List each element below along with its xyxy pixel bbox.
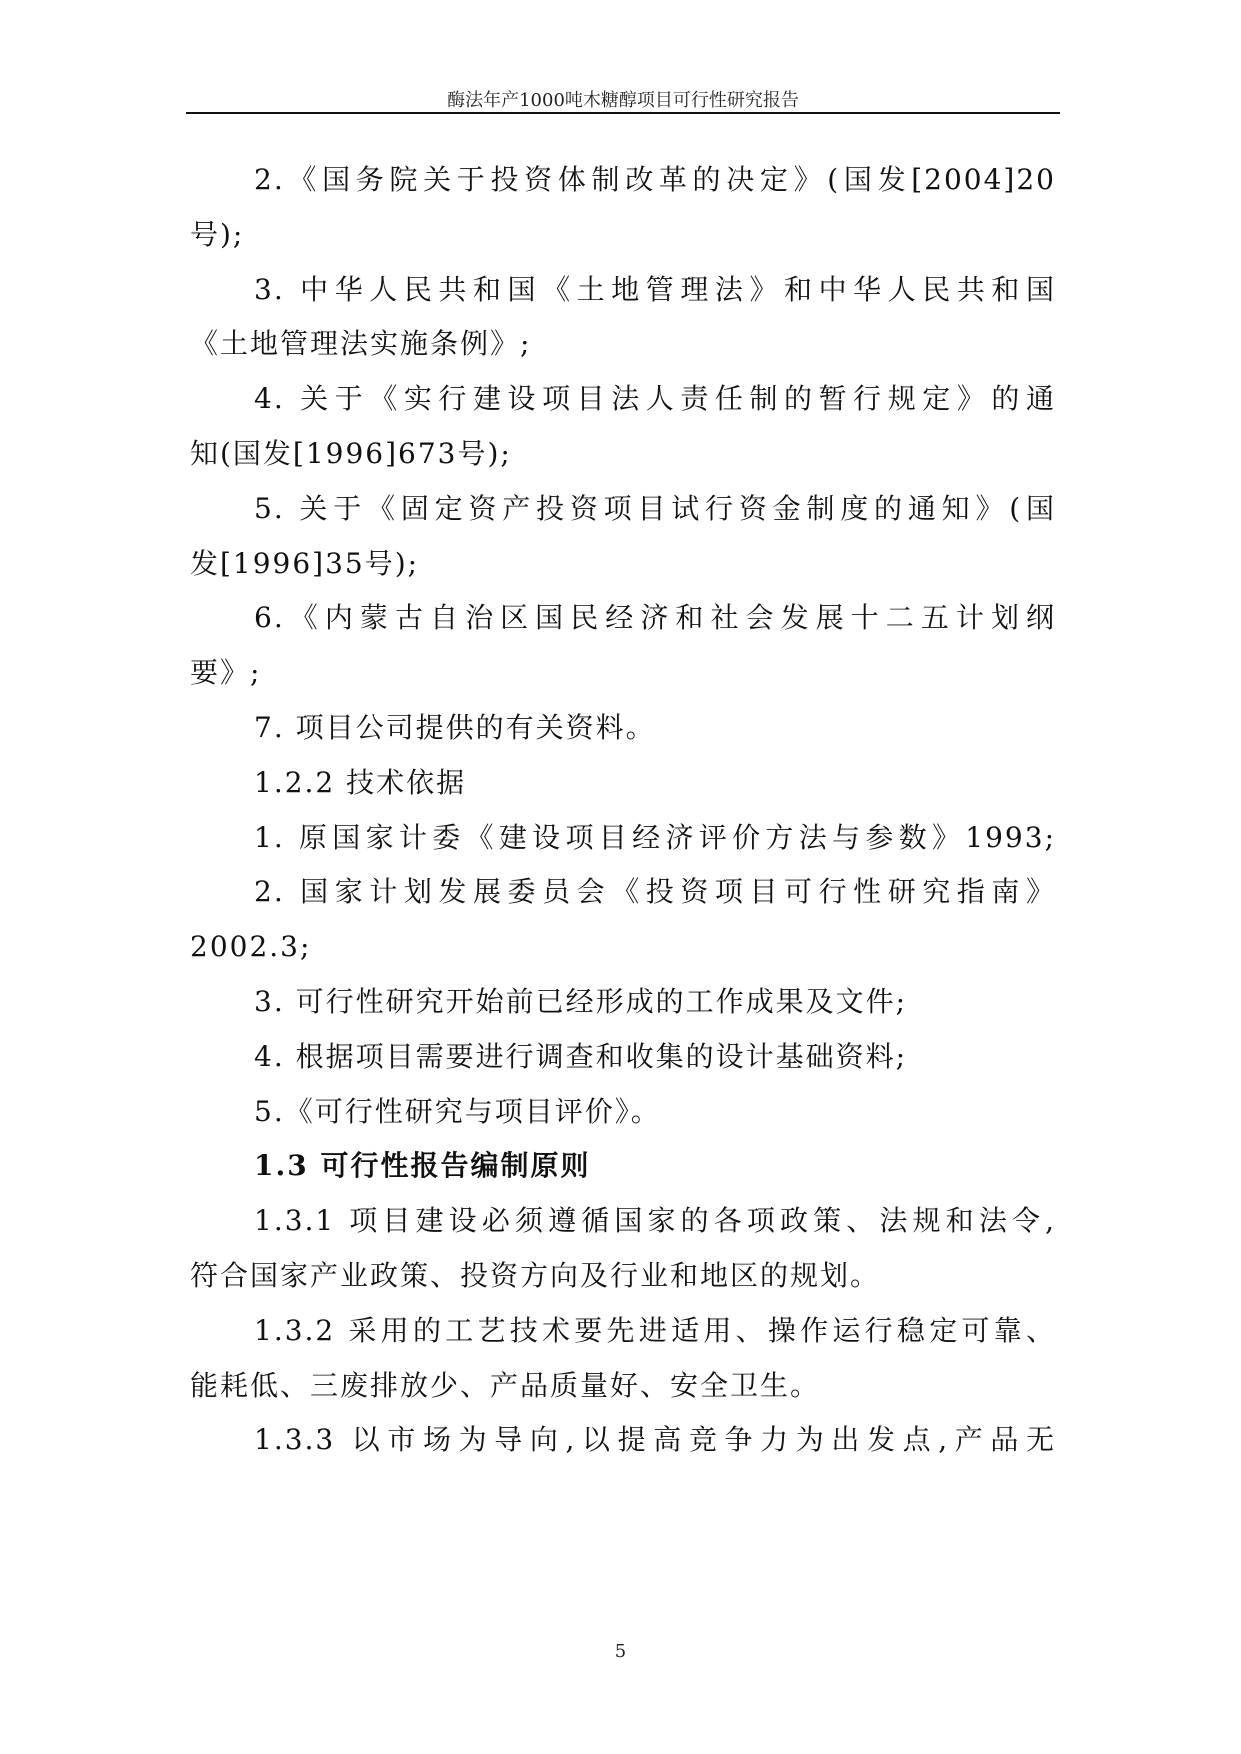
page-number: 5	[614, 1641, 627, 1662]
body-line: 6.《内蒙古自治区国民经济和社会发展十二五计划纲	[254, 601, 1056, 635]
running-header: 酶法年产1000吨木糖醇项目可行性研究报告	[447, 90, 799, 111]
body-line: 2002.3;	[190, 930, 312, 964]
body-line: 7. 项目公司提供的有关资料。	[254, 711, 656, 744]
body-line: 1.3.2 采用的工艺技术要先进适用、操作运行稳定可靠、	[254, 1313, 1056, 1347]
body-line: 知(国发[1996]673号);	[190, 437, 512, 470]
body-line: 1.3.3 以市场为导向,以提高竞争力为出发点,产品无	[254, 1423, 1056, 1457]
body-line: 5. 关于《固定资产投资项目试行资金制度的通知》(国	[254, 491, 1056, 525]
body-line: 4. 关于《实行建设项目法人责任制的暂行规定》的通	[254, 382, 1056, 416]
header-rule	[186, 112, 1060, 114]
body-line: 5.《可行性研究与项目评价》。	[254, 1094, 661, 1128]
body-line: 《土地管理法实施条例》;	[190, 327, 532, 361]
body-line: 号);	[190, 217, 245, 251]
body-line: 要》;	[190, 656, 262, 690]
body-line: 2. 国家计划发展委员会《投资项目可行性研究指南》	[254, 875, 1056, 909]
body-line: 3. 中华人民共和国《土地管理法》和中华人民共和国	[254, 272, 1056, 306]
body-line: 符合国家产业政策、投资方向及行业和地区的规划。	[190, 1259, 881, 1292]
body-line: 1. 原国家计委《建设项目经济评价方法与参数》1993;	[254, 820, 1056, 854]
body-line: 1.3.1 项目建设必须遵循国家的各项政策、法规和法令,	[254, 1204, 1056, 1238]
body-line: 3. 可行性研究开始前已经形成的工作成果及文件;	[254, 985, 908, 1018]
section-heading: 1.3 可行性报告编制原则	[254, 1149, 591, 1183]
body-line: 发[1996]35号);	[190, 546, 420, 580]
body-line: 1.2.2 技术依据	[254, 765, 467, 799]
body-line: 能耗低、三废排放少、产品质量好、安全卫生。	[190, 1368, 821, 1402]
body-line: 4. 根据项目需要进行调查和收集的设计基础资料;	[254, 1039, 908, 1073]
body-line: 2.《国务院关于投资体制改革的决定》(国发[2004]20	[254, 163, 1056, 196]
